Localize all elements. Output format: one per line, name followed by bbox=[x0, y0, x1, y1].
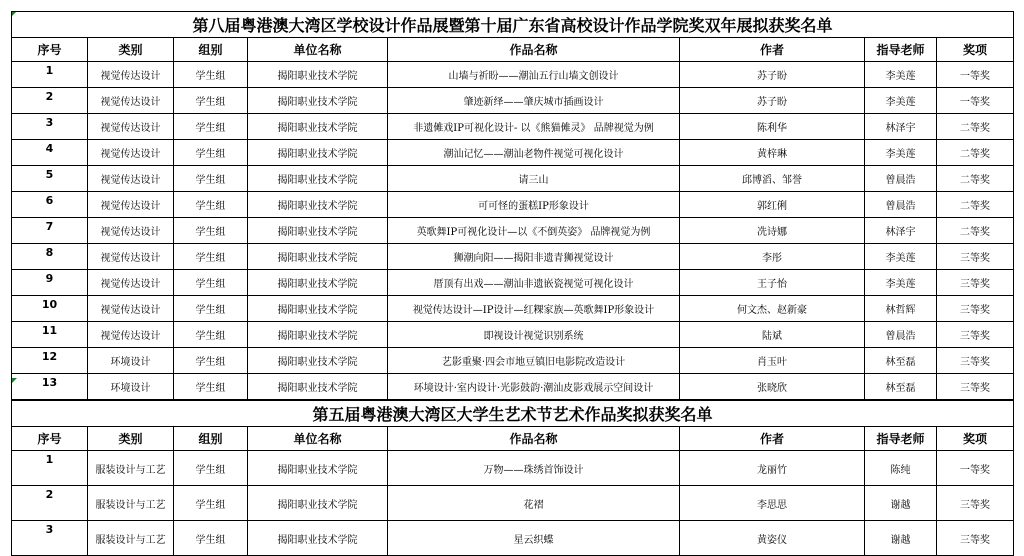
unit-cell: 揭阳职业技术学院 bbox=[248, 140, 388, 166]
award-cell: 一等奖 bbox=[937, 88, 1014, 114]
column-header: 作者 bbox=[680, 38, 865, 62]
work-title-cell: 可可怪的蛋糕IP形象设计 bbox=[388, 192, 680, 218]
column-header: 类别 bbox=[88, 427, 174, 451]
seq-cell: 10 bbox=[12, 296, 88, 322]
work-title-cell: 厝顶有出戏——潮汕非遗嵌瓷视觉可视化设计 bbox=[388, 270, 680, 296]
table-row bbox=[12, 88, 1014, 114]
unit-cell: 揭阳职业技术学院 bbox=[248, 451, 388, 486]
award-cell: 二等奖 bbox=[937, 218, 1014, 244]
author-cell: 李思思 bbox=[680, 486, 865, 521]
group-cell: 学生组 bbox=[174, 296, 248, 322]
table-row bbox=[12, 348, 1014, 374]
author-cell: 郭红俐 bbox=[680, 192, 865, 218]
category-cell: 服装设计与工艺 bbox=[88, 451, 174, 486]
advisor-cell: 林至磊 bbox=[865, 348, 937, 374]
advisor-cell: 李美莲 bbox=[865, 62, 937, 88]
award-cell: 一等奖 bbox=[937, 451, 1014, 486]
seq-cell: 3 bbox=[12, 114, 88, 140]
advisor-cell: 曾晨浩 bbox=[865, 192, 937, 218]
category-cell: 环境设计 bbox=[88, 348, 174, 374]
group-cell: 学生组 bbox=[174, 166, 248, 192]
work-title-cell: 狮潮向阳——揭阳非遗青狮视觉设计 bbox=[388, 244, 680, 270]
column-header: 组别 bbox=[174, 38, 248, 62]
table-row bbox=[12, 451, 1014, 486]
column-header: 序号 bbox=[12, 427, 88, 451]
advisor-cell: 李美莲 bbox=[865, 140, 937, 166]
work-title-cell: 环境设计·室内设计·光影鼓韵·潮汕皮影戏展示空间设计 bbox=[388, 374, 680, 400]
column-header: 组别 bbox=[174, 427, 248, 451]
work-title-cell: 英歌舞IP可视化设计—以《不倒英姿》 品牌视觉为例 bbox=[388, 218, 680, 244]
seq-cell: 4 bbox=[12, 140, 88, 166]
unit-cell: 揭阳职业技术学院 bbox=[248, 244, 388, 270]
table-row bbox=[12, 374, 1014, 400]
group-cell: 学生组 bbox=[174, 451, 248, 486]
group-cell: 学生组 bbox=[174, 374, 248, 400]
award-cell: 二等奖 bbox=[937, 140, 1014, 166]
author-cell: 张晓欣 bbox=[680, 374, 865, 400]
group-cell: 学生组 bbox=[174, 192, 248, 218]
column-header: 作品名称 bbox=[388, 38, 680, 62]
table-row bbox=[12, 192, 1014, 218]
column-header: 作者 bbox=[680, 427, 865, 451]
award-cell: 三等奖 bbox=[937, 322, 1014, 348]
award-cell: 三等奖 bbox=[937, 374, 1014, 400]
seq-cell: 12 bbox=[12, 348, 88, 374]
seq-cell: 7 bbox=[12, 218, 88, 244]
work-title-cell: 视觉传达设计—IP设计—红粿家族—英歌舞IP形象设计 bbox=[388, 296, 680, 322]
group-cell: 学生组 bbox=[174, 322, 248, 348]
category-cell: 视觉传达设计 bbox=[88, 296, 174, 322]
unit-cell: 揭阳职业技术学院 bbox=[248, 374, 388, 400]
unit-cell: 揭阳职业技术学院 bbox=[248, 62, 388, 88]
column-header: 指导老师 bbox=[865, 38, 937, 62]
table-row bbox=[12, 244, 1014, 270]
group-cell: 学生组 bbox=[174, 62, 248, 88]
award-cell: 一等奖 bbox=[937, 62, 1014, 88]
award-cell: 三等奖 bbox=[937, 521, 1014, 556]
author-cell: 邱博滔、邹誉 bbox=[680, 166, 865, 192]
advisor-cell: 李美莲 bbox=[865, 244, 937, 270]
group-cell: 学生组 bbox=[174, 521, 248, 556]
table-row bbox=[12, 270, 1014, 296]
table-row bbox=[12, 140, 1014, 166]
table-row bbox=[12, 62, 1014, 88]
advisor-cell: 曾晨浩 bbox=[865, 322, 937, 348]
advisor-cell: 曾晨浩 bbox=[865, 166, 937, 192]
table-row bbox=[12, 322, 1014, 348]
work-title-cell: 艺影重聚·四会市地豆镇旧电影院改造设计 bbox=[388, 348, 680, 374]
table-row bbox=[12, 218, 1014, 244]
table-1-title: 第八届粤港澳大湾区学校设计作品展暨第十届广东省高校设计作品学院奖双年展拟获奖名单 bbox=[12, 12, 1014, 38]
seq-cell: 11 bbox=[12, 322, 88, 348]
unit-cell: 揭阳职业技术学院 bbox=[248, 114, 388, 140]
seq-cell: 8 bbox=[12, 244, 88, 270]
author-cell: 黄姿仪 bbox=[680, 521, 865, 556]
work-title-cell: 请三山 bbox=[388, 166, 680, 192]
work-title-cell: 花褶 bbox=[388, 486, 680, 521]
advisor-cell: 林泽宇 bbox=[865, 114, 937, 140]
group-cell: 学生组 bbox=[174, 140, 248, 166]
unit-cell: 揭阳职业技术学院 bbox=[248, 218, 388, 244]
column-header: 单位名称 bbox=[248, 427, 388, 451]
column-header: 单位名称 bbox=[248, 38, 388, 62]
column-header: 奖项 bbox=[937, 38, 1014, 62]
author-cell: 龙丽竹 bbox=[680, 451, 865, 486]
advisor-cell: 谢越 bbox=[865, 521, 937, 556]
table-row bbox=[12, 114, 1014, 140]
group-cell: 学生组 bbox=[174, 114, 248, 140]
author-cell: 苏子盼 bbox=[680, 88, 865, 114]
advisor-cell: 李美莲 bbox=[865, 88, 937, 114]
award-cell: 三等奖 bbox=[937, 270, 1014, 296]
work-title-cell: 非遗傩戏IP可视化设计- 以《熊猫傩灵》 品牌视觉为例 bbox=[388, 114, 680, 140]
category-cell: 视觉传达设计 bbox=[88, 270, 174, 296]
award-table-1 bbox=[11, 11, 1014, 400]
advisor-cell: 李美莲 bbox=[865, 270, 937, 296]
award-sheet bbox=[11, 11, 1013, 556]
unit-cell: 揭阳职业技术学院 bbox=[248, 486, 388, 521]
award-cell: 三等奖 bbox=[937, 296, 1014, 322]
column-header: 奖项 bbox=[937, 427, 1014, 451]
table-row bbox=[12, 486, 1014, 521]
category-cell: 视觉传达设计 bbox=[88, 140, 174, 166]
unit-cell: 揭阳职业技术学院 bbox=[248, 348, 388, 374]
category-cell: 视觉传达设计 bbox=[88, 166, 174, 192]
table-row bbox=[12, 521, 1014, 556]
group-cell: 学生组 bbox=[174, 270, 248, 296]
table-1-header-row bbox=[12, 38, 1014, 62]
table-2-title: 第五届粤港澳大湾区大学生艺术节艺术作品奖拟获奖名单 bbox=[12, 401, 1014, 427]
award-cell: 三等奖 bbox=[937, 348, 1014, 374]
unit-cell: 揭阳职业技术学院 bbox=[248, 521, 388, 556]
category-cell: 服装设计与工艺 bbox=[88, 521, 174, 556]
unit-cell: 揭阳职业技术学院 bbox=[248, 192, 388, 218]
advisor-cell: 林至磊 bbox=[865, 374, 937, 400]
seq-cell: 1 bbox=[12, 62, 88, 88]
unit-cell: 揭阳职业技术学院 bbox=[248, 296, 388, 322]
column-header: 指导老师 bbox=[865, 427, 937, 451]
category-cell: 视觉传达设计 bbox=[88, 322, 174, 348]
category-cell: 视觉传达设计 bbox=[88, 218, 174, 244]
category-cell: 环境设计 bbox=[88, 374, 174, 400]
award-cell: 二等奖 bbox=[937, 166, 1014, 192]
advisor-cell: 谢越 bbox=[865, 486, 937, 521]
category-cell: 视觉传达设计 bbox=[88, 244, 174, 270]
seq-cell: 9 bbox=[12, 270, 88, 296]
category-cell: 视觉传达设计 bbox=[88, 88, 174, 114]
seq-cell: 2 bbox=[12, 486, 88, 521]
author-cell: 冼诗娜 bbox=[680, 218, 865, 244]
advisor-cell: 陈纯 bbox=[865, 451, 937, 486]
award-table-2 bbox=[11, 400, 1014, 556]
author-cell: 黄梓琳 bbox=[680, 140, 865, 166]
author-cell: 李彤 bbox=[680, 244, 865, 270]
award-cell: 三等奖 bbox=[937, 244, 1014, 270]
table-2-header-row bbox=[12, 427, 1014, 451]
author-cell: 苏子盼 bbox=[680, 62, 865, 88]
advisor-cell: 林泽宇 bbox=[865, 218, 937, 244]
seq-cell: 6 bbox=[12, 192, 88, 218]
advisor-cell: 林哲辉 bbox=[865, 296, 937, 322]
work-title-cell: 万物——珠绣首饰设计 bbox=[388, 451, 680, 486]
work-title-cell: 星云织蝶 bbox=[388, 521, 680, 556]
category-cell: 服装设计与工艺 bbox=[88, 486, 174, 521]
column-header: 作品名称 bbox=[388, 427, 680, 451]
category-cell: 视觉传达设计 bbox=[88, 192, 174, 218]
work-title-cell: 即视设计视觉识别系统 bbox=[388, 322, 680, 348]
unit-cell: 揭阳职业技术学院 bbox=[248, 322, 388, 348]
unit-cell: 揭阳职业技术学院 bbox=[248, 88, 388, 114]
column-header: 类别 bbox=[88, 38, 174, 62]
award-cell: 二等奖 bbox=[937, 192, 1014, 218]
seq-cell: 1 bbox=[12, 451, 88, 486]
table-row bbox=[12, 166, 1014, 192]
author-cell: 王子怡 bbox=[680, 270, 865, 296]
table-row bbox=[12, 296, 1014, 322]
unit-cell: 揭阳职业技术学院 bbox=[248, 166, 388, 192]
category-cell: 视觉传达设计 bbox=[88, 114, 174, 140]
award-cell: 三等奖 bbox=[937, 486, 1014, 521]
column-header: 序号 bbox=[12, 38, 88, 62]
author-cell: 肖玉叶 bbox=[680, 348, 865, 374]
seq-cell: 2 bbox=[12, 88, 88, 114]
work-title-cell: 肇迹新绎——肇庆城市插画设计 bbox=[388, 88, 680, 114]
unit-cell: 揭阳职业技术学院 bbox=[248, 270, 388, 296]
group-cell: 学生组 bbox=[174, 218, 248, 244]
seq-cell: 3 bbox=[12, 521, 88, 556]
author-cell: 陆斌 bbox=[680, 322, 865, 348]
work-title-cell: 山墙与祈盼——潮汕五行山墙文创设计 bbox=[388, 62, 680, 88]
work-title-cell: 潮汕记忆——潮汕老物件视觉可视化设计 bbox=[388, 140, 680, 166]
category-cell: 视觉传达设计 bbox=[88, 62, 174, 88]
author-cell: 陈利华 bbox=[680, 114, 865, 140]
seq-cell: 5 bbox=[12, 166, 88, 192]
group-cell: 学生组 bbox=[174, 88, 248, 114]
seq-cell: 13 bbox=[12, 374, 88, 400]
group-cell: 学生组 bbox=[174, 348, 248, 374]
author-cell: 何文杰、赵新豪 bbox=[680, 296, 865, 322]
group-cell: 学生组 bbox=[174, 486, 248, 521]
award-cell: 二等奖 bbox=[937, 114, 1014, 140]
group-cell: 学生组 bbox=[174, 244, 248, 270]
